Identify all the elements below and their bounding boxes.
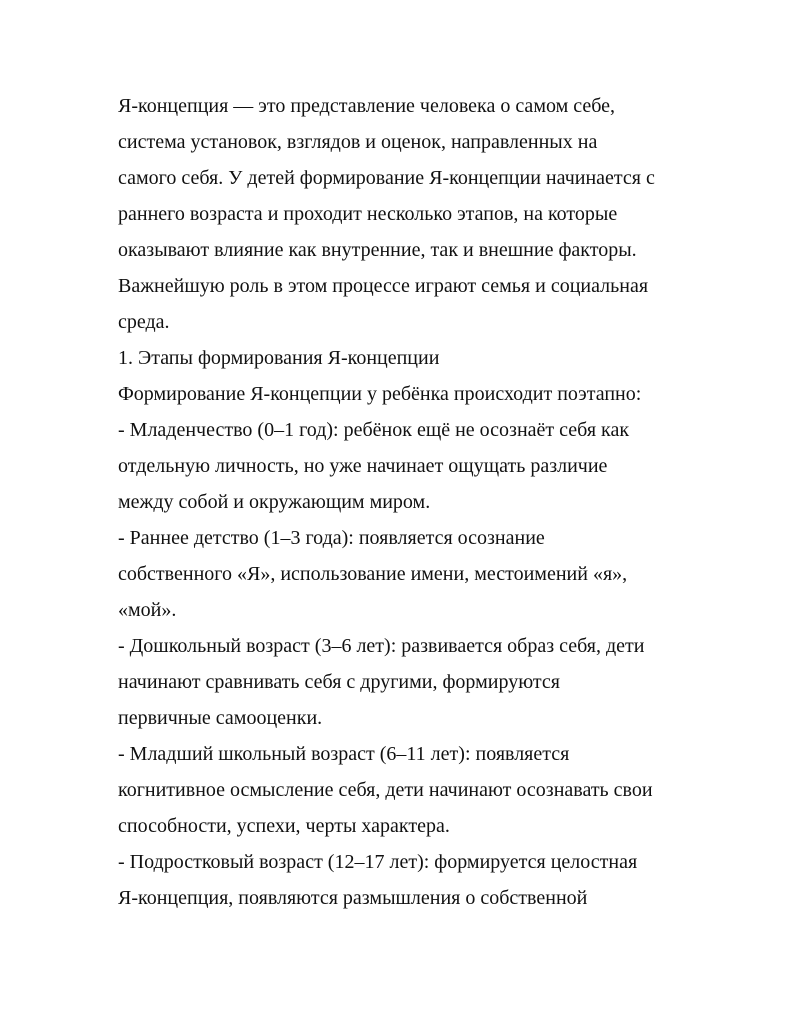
intro-line-6: Важнейшую роль в этом процессе играют семья и социальная bbox=[118, 275, 649, 297]
stage-preschool-line-3: первичные самооценки. bbox=[118, 707, 323, 729]
stage-infancy-line-2: отдельную личность, но уже начинает ощущать различие bbox=[118, 455, 608, 477]
stage-preschool-line-1: - Дошкольный возраст (3–6 лет): развивается образ себя, дети bbox=[118, 635, 645, 657]
stage-primary-school-line-1: - Младший школьный возраст (6–11 лет): появляется bbox=[118, 743, 570, 765]
section-heading: 1. Этапы формирования Я-концепции bbox=[118, 347, 440, 369]
stage-preschool-line-2: начинают сравнивать себя с другими, формируются bbox=[118, 671, 560, 693]
intro-line-4: раннего возраста и проходит несколько этапов, на которые bbox=[118, 203, 618, 225]
stage-early-childhood-line-1: - Раннее детство (1–3 года): появляется осознание bbox=[118, 527, 545, 549]
stage-early-childhood-line-2: собственного «Я», использование имени, местоимений «я», bbox=[118, 563, 628, 585]
stage-primary-school-line-3: способности, успехи, черты характера. bbox=[118, 815, 450, 837]
stage-infancy-line-3: между собой и окружающим миром. bbox=[118, 491, 431, 513]
intro-line-5: оказывают влияние как внутренние, так и внешние факторы. bbox=[118, 239, 637, 261]
stage-primary-school-line-2: когнитивное осмысление себя, дети начинают осознавать свои bbox=[118, 779, 653, 801]
stage-adolescence-line-2: Я-концепция, появляются размышления о собственной bbox=[118, 887, 588, 909]
document-body bbox=[118, 88, 718, 916]
intro-line-3: самого себя. У детей формирование Я-концепции начинается с bbox=[118, 167, 655, 189]
stage-adolescence-line-1: - Подростковый возраст (12–17 лет): формируется целостная bbox=[118, 851, 638, 873]
intro-line-7: среда. bbox=[118, 311, 170, 333]
intro-line-2: система установок, взглядов и оценок, направленных на bbox=[118, 131, 598, 153]
section-lead: Формирование Я-концепции у ребёнка происходит поэтапно: bbox=[118, 383, 642, 405]
intro-line-1: Я-концепция — это представление человека о самом себе, bbox=[118, 95, 616, 117]
stage-early-childhood-line-3: «мой». bbox=[118, 599, 177, 621]
stage-infancy-line-1: - Младенчество (0–1 год): ребёнок ещё не осознаёт себя как bbox=[118, 419, 630, 441]
